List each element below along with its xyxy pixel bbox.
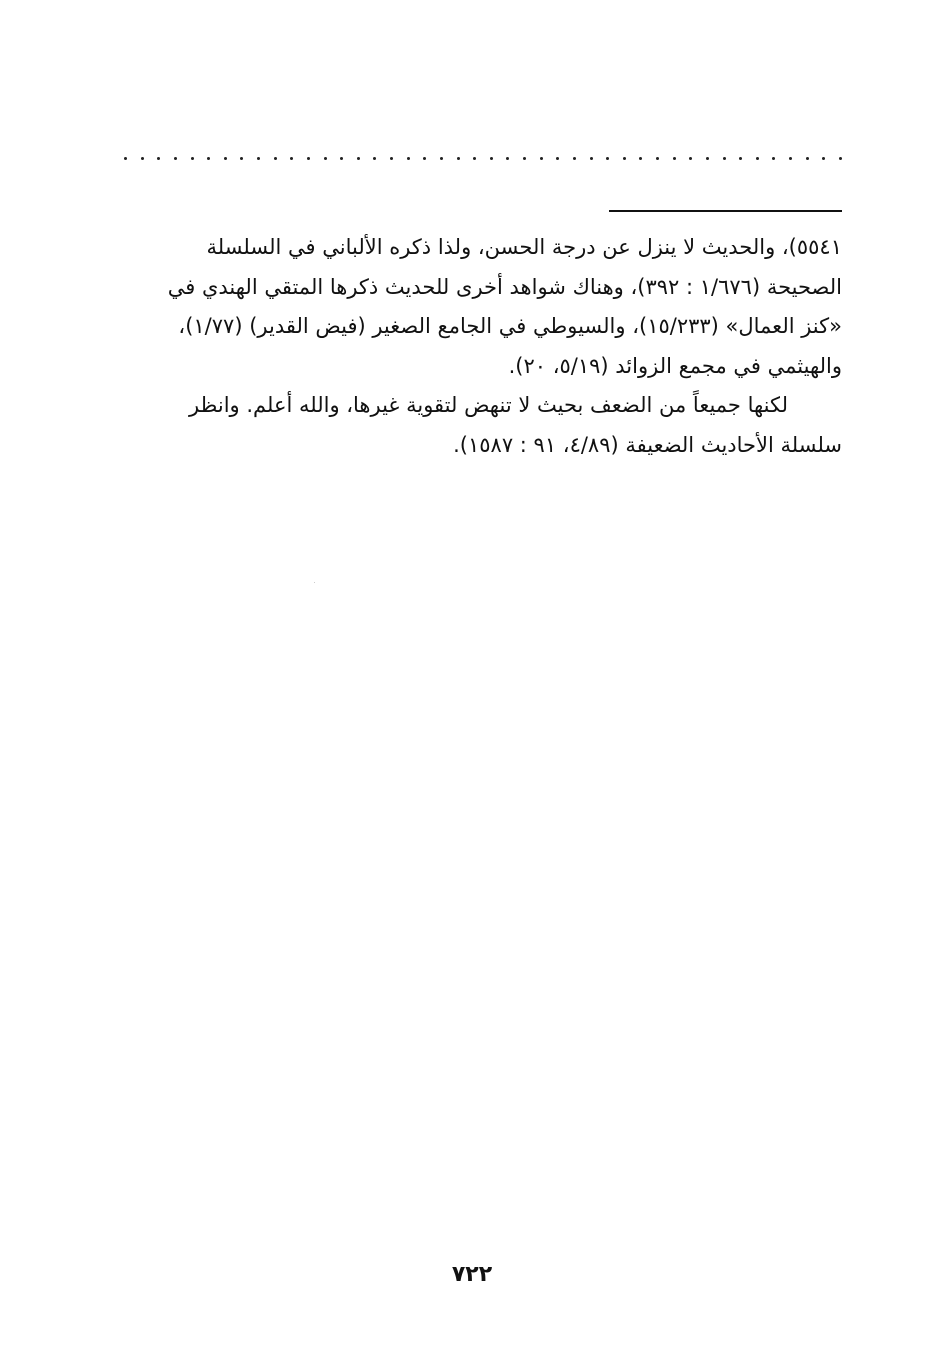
separator-dot <box>224 157 227 160</box>
separator-dot <box>157 157 160 160</box>
separator-dot <box>606 157 609 160</box>
separator-dot <box>739 157 742 160</box>
separator-dot <box>590 157 593 160</box>
separator-dot <box>822 157 825 160</box>
scan-speck <box>314 582 315 583</box>
separator-dot <box>656 157 659 160</box>
footnote-rule <box>609 210 842 212</box>
separator-dot <box>373 157 376 160</box>
separator-dot <box>540 157 543 160</box>
separator-dot <box>390 157 393 160</box>
separator-dot <box>207 157 210 160</box>
separator-dot <box>290 157 293 160</box>
footnote-line: والهيثمي في مجمع الزوائد (٥/١٩، ٢٠). <box>508 353 842 378</box>
separator-dot <box>423 157 426 160</box>
footnote-line: سلسلة الأحاديث الضعيفة (٤/٨٩، ٩١ : ١٥٨٧). <box>453 432 842 457</box>
separator-dot <box>573 157 576 160</box>
separator-dot <box>440 157 443 160</box>
separator-dot <box>556 157 559 160</box>
separator-dot <box>673 157 676 160</box>
separator-dot <box>324 157 327 160</box>
separator-dot <box>124 157 127 160</box>
separator-dot <box>490 157 493 160</box>
separator-dot <box>174 157 177 160</box>
separator-dot <box>274 157 277 160</box>
separator-dot <box>639 157 642 160</box>
page-number: ٧٢٢ <box>451 1262 493 1287</box>
separator-dot <box>839 157 842 160</box>
footnote-block <box>122 228 842 465</box>
separator-dot <box>706 157 709 160</box>
separator-dot <box>523 157 526 160</box>
separator-dot <box>307 157 310 160</box>
footnote-line: «كنز العمال» (١٥/٢٣٣)، والسيوطي في الجامع الصغير (فيض القدير) (١/٧٧)، <box>178 314 842 338</box>
separator-dot <box>257 157 260 160</box>
separator-dot <box>506 157 509 160</box>
separator-dot <box>240 157 243 160</box>
separator-dot <box>772 157 775 160</box>
separator-dot <box>789 157 792 160</box>
separator-dot <box>723 157 726 160</box>
separator-dot <box>141 157 144 160</box>
separator-dot <box>756 157 759 160</box>
footnote-line: لكنها جميعاً من الضعف بحيث لا تنهض لتقوية غيرها، والله أعلم. وانظر <box>189 393 788 417</box>
separator-dot <box>340 157 343 160</box>
dotted-separator <box>124 148 842 168</box>
separator-dot <box>457 157 460 160</box>
separator-dot <box>689 157 692 160</box>
separator-dot <box>623 157 626 160</box>
separator-dot <box>357 157 360 160</box>
separator-dot <box>473 157 476 160</box>
separator-dot <box>191 157 194 160</box>
separator-dot <box>806 157 809 160</box>
separator-dot <box>407 157 410 160</box>
footnote-line: ٥٥٤١)، والحديث لا ينزل عن درجة الحسن، ولذا ذكره الألباني في السلسلة <box>206 235 842 259</box>
footnote-line: الصحيحة (١/٦٧٦ : ٣٩٢)، وهناك شواهد أخرى للحديث ذكرها المتقي الهندي في <box>167 274 842 299</box>
